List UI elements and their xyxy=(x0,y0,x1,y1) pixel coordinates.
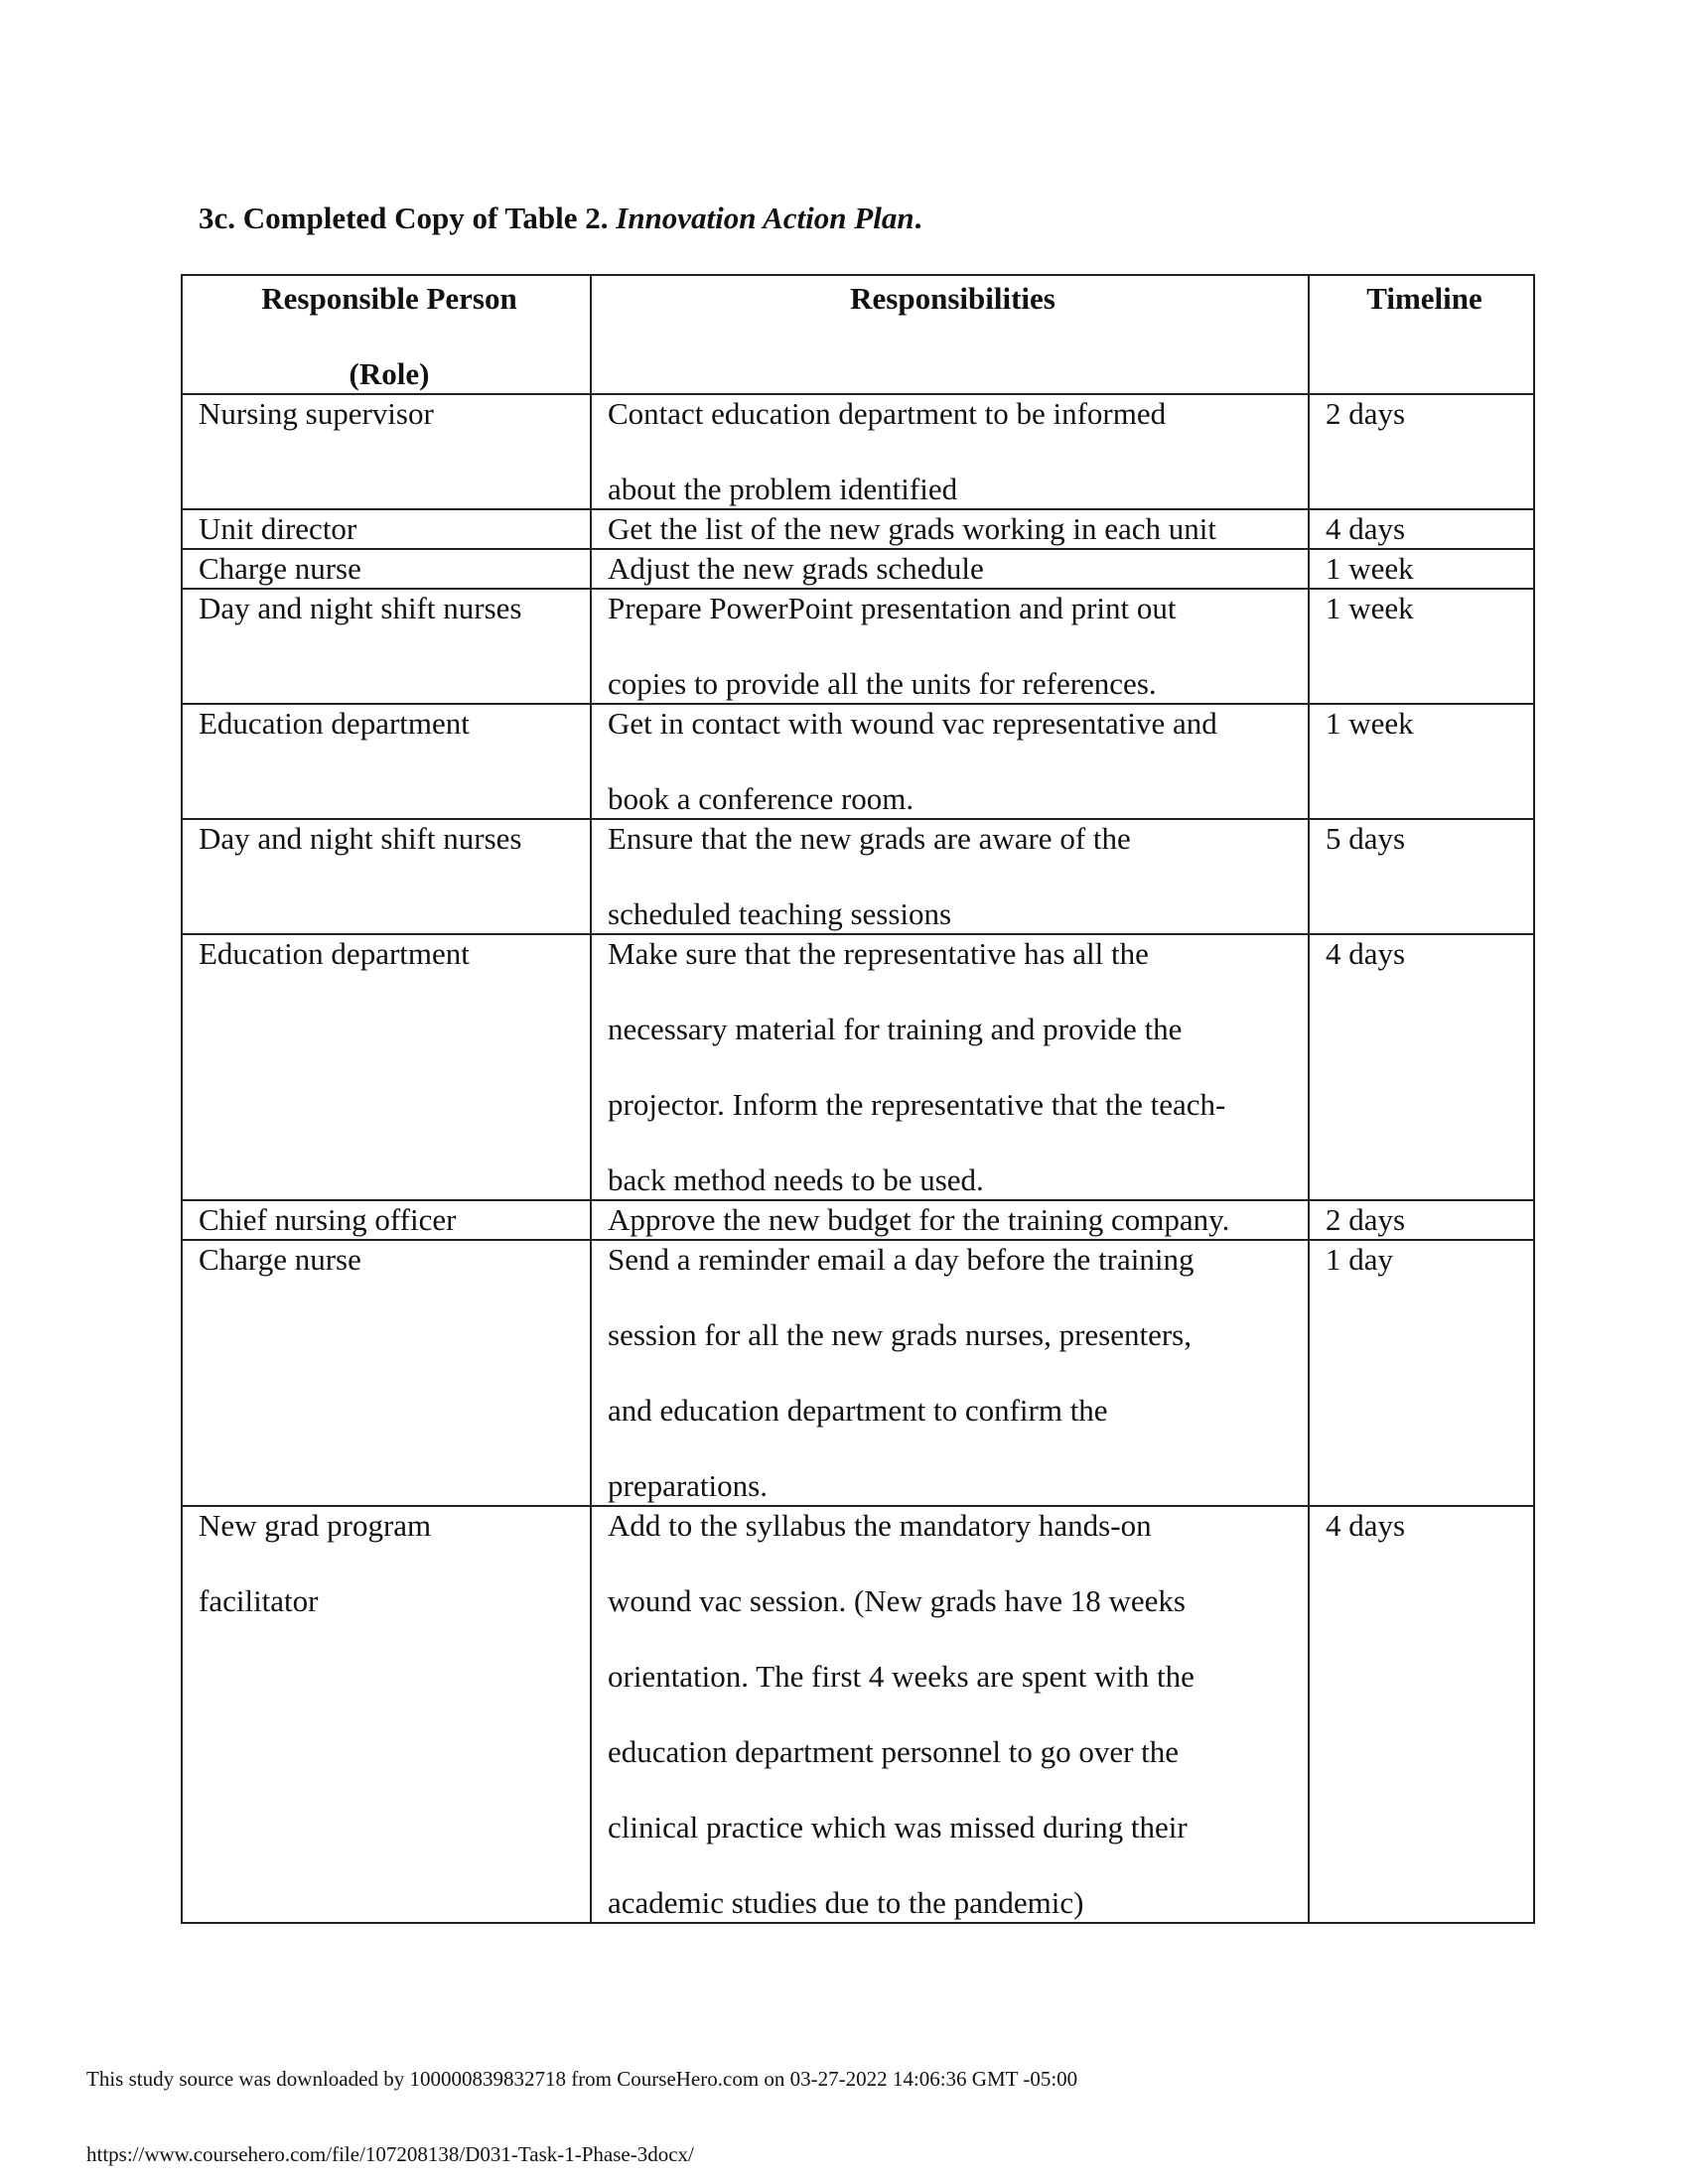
header-timeline xyxy=(1309,275,1534,394)
cell-timeline-line: 1 day xyxy=(1326,1242,1394,1277)
cell-responsible-person-line: Education department xyxy=(199,936,470,971)
cell-responsible-person xyxy=(182,934,591,1200)
table-row xyxy=(182,1200,1534,1240)
header-responsibilities-label: Responsibilities xyxy=(850,281,1055,316)
cell-responsible-person xyxy=(182,704,591,819)
cell-responsible-person-line: Day and night shift nurses xyxy=(199,591,522,625)
cell-responsibilities-line: Make sure that the representative has all the xyxy=(608,936,1149,971)
cell-responsibilities-line: preparations. xyxy=(608,1468,768,1503)
cell-timeline xyxy=(1309,704,1534,819)
cell-responsibilities xyxy=(591,509,1309,549)
header-timeline-label: Timeline xyxy=(1366,281,1482,316)
cell-responsibilities-line: Approve the new budget for the training company. xyxy=(608,1202,1230,1237)
cell-responsibilities-line: scheduled teaching sessions xyxy=(608,896,952,931)
cell-responsibilities xyxy=(591,934,1309,1200)
cell-responsibilities-line: education department personnel to go over the xyxy=(608,1734,1180,1769)
cell-responsible-person-line: facilitator xyxy=(199,1583,319,1618)
cell-responsible-person-line: New grad program xyxy=(199,1508,432,1543)
table-row xyxy=(182,934,1534,1200)
cell-responsibilities-line: Adjust the new grads schedule xyxy=(608,551,984,586)
cell-timeline-line: 1 week xyxy=(1326,591,1414,625)
cell-responsibilities-line: Get in contact with wound vac representative and xyxy=(608,706,1217,741)
cell-responsibilities-line: Send a reminder email a day before the training xyxy=(608,1242,1195,1277)
header-responsible-person xyxy=(182,275,591,394)
cell-responsible-person-line: Unit director xyxy=(199,511,357,546)
cell-responsibilities-line: book a conference room. xyxy=(608,781,914,816)
cell-responsible-person-line: Chief nursing officer xyxy=(199,1202,457,1237)
cell-responsibilities-line: Get the list of the new grads working in each unit xyxy=(608,511,1216,546)
table-row xyxy=(182,1506,1534,1923)
heading-prefix: 3c. Completed Copy of Table 2. xyxy=(199,201,617,235)
cell-responsible-person xyxy=(182,1240,591,1506)
source-url: https://www.coursehero.com/file/107208138/D031-Task-1-Phase-3docx/ xyxy=(86,2142,694,2166)
cell-responsibilities xyxy=(591,394,1309,509)
cell-responsible-person xyxy=(182,819,591,934)
table-row xyxy=(182,1240,1534,1506)
header-person-line1: Responsible Person xyxy=(261,281,517,316)
cell-responsibilities-line: and education department to confirm the xyxy=(608,1393,1108,1428)
table-row xyxy=(182,704,1534,819)
cell-responsibilities xyxy=(591,589,1309,704)
cell-responsible-person xyxy=(182,509,591,549)
cell-responsibilities xyxy=(591,1200,1309,1240)
cell-responsibilities-line: projector. Inform the representative that the teach- xyxy=(608,1087,1226,1122)
table-row xyxy=(182,819,1534,934)
cell-timeline-line: 4 days xyxy=(1326,1508,1406,1543)
cell-responsibilities-line: orientation. The first 4 weeks are spent with the xyxy=(608,1659,1195,1694)
cell-timeline-line: 1 week xyxy=(1326,551,1414,586)
cell-timeline xyxy=(1309,1506,1534,1923)
cell-responsibilities-line: Add to the syllabus the mandatory hands-on xyxy=(608,1508,1152,1543)
cell-responsible-person-line: Nursing supervisor xyxy=(199,396,434,431)
cell-timeline-line: 1 week xyxy=(1326,706,1414,741)
cell-timeline xyxy=(1309,934,1534,1200)
cell-responsibilities-line: necessary material for training and provide the xyxy=(608,1012,1183,1046)
download-notice: This study source was downloaded by 100000839832718 from CourseHero.com on 03-27-2022 14:06:36 GMT -05:00 xyxy=(86,2067,1078,2091)
cell-responsibilities-line: academic studies due to the pandemic) xyxy=(608,1885,1084,1920)
innovation-action-plan-table xyxy=(181,274,1535,1924)
header-responsibilities xyxy=(591,275,1309,394)
cell-responsible-person xyxy=(182,1200,591,1240)
cell-responsibilities xyxy=(591,704,1309,819)
cell-timeline xyxy=(1309,819,1534,934)
cell-responsibilities-line: clinical practice which was missed during their xyxy=(608,1810,1188,1844)
cell-responsible-person xyxy=(182,1506,591,1923)
cell-responsibilities xyxy=(591,819,1309,934)
cell-timeline-line: 4 days xyxy=(1326,936,1406,971)
cell-timeline-line: 2 days xyxy=(1326,396,1406,431)
cell-timeline xyxy=(1309,509,1534,549)
cell-responsibilities-line: wound vac session. (New grads have 18 weeks xyxy=(608,1583,1186,1618)
cell-responsibilities-line: about the problem identified xyxy=(608,472,958,506)
cell-responsibilities-line: session for all the new grads nurses, presenters, xyxy=(608,1317,1192,1352)
cell-responsibilities-line: Prepare PowerPoint presentation and print out xyxy=(608,591,1177,625)
cell-timeline xyxy=(1309,1240,1534,1506)
table-row xyxy=(182,394,1534,509)
cell-timeline-line: 2 days xyxy=(1326,1202,1406,1237)
cell-timeline xyxy=(1309,589,1534,704)
table-row xyxy=(182,589,1534,704)
cell-responsible-person xyxy=(182,589,591,704)
cell-responsible-person-line: Charge nurse xyxy=(199,551,361,586)
cell-timeline-line: 5 days xyxy=(1326,821,1406,856)
cell-timeline xyxy=(1309,549,1534,589)
table-row xyxy=(182,549,1534,589)
cell-responsible-person xyxy=(182,549,591,589)
cell-timeline xyxy=(1309,394,1534,509)
cell-responsibilities-line: Contact education department to be informed xyxy=(608,396,1167,431)
table-row xyxy=(182,509,1534,549)
cell-responsibilities-line: back method needs to be used. xyxy=(608,1162,984,1197)
header-person-line2: (Role) xyxy=(349,356,430,391)
cell-responsible-person-line: Education department xyxy=(199,706,470,741)
cell-timeline-line: 4 days xyxy=(1326,511,1406,546)
table-body xyxy=(182,394,1534,1923)
cell-responsible-person-line: Charge nurse xyxy=(199,1242,361,1277)
heading-suffix: . xyxy=(914,201,922,235)
cell-responsibilities xyxy=(591,1240,1309,1506)
cell-timeline xyxy=(1309,1200,1534,1240)
cell-responsible-person xyxy=(182,394,591,509)
cell-responsibilities xyxy=(591,549,1309,589)
page-heading xyxy=(199,197,921,240)
heading-italic-title: Innovation Action Plan xyxy=(616,201,914,235)
cell-responsibilities xyxy=(591,1506,1309,1923)
cell-responsible-person-line: Day and night shift nurses xyxy=(199,821,522,856)
cell-responsibilities-line: copies to provide all the units for references. xyxy=(608,666,1157,701)
cell-responsibilities-line: Ensure that the new grads are aware of the xyxy=(608,821,1131,856)
table-header-row xyxy=(182,275,1534,394)
